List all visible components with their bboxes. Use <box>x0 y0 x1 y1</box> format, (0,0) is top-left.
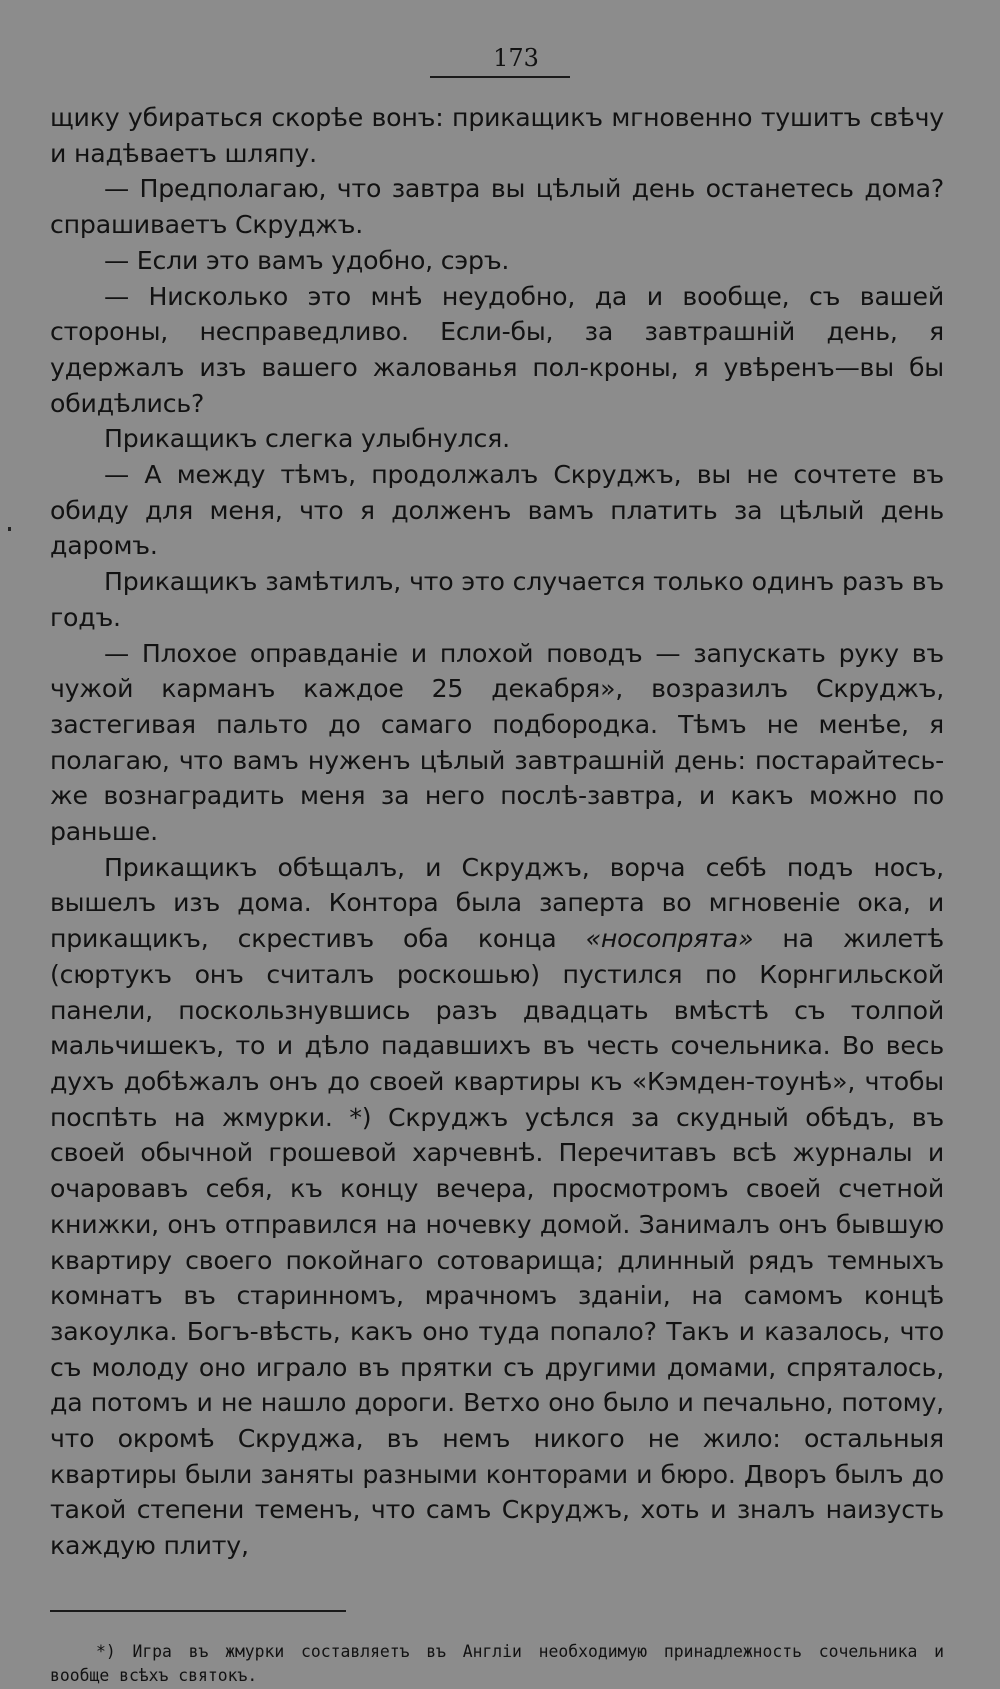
paragraph-9 <box>50 850 944 1564</box>
body-text <box>50 100 944 1564</box>
paragraph-6: — А между тѣмъ, продолжалъ Скруджъ, вы не сочтете въ обиду для меня, что я долженъ вамъ платить за цѣлый день даромъ. <box>50 460 944 561</box>
paragraph-8: — Плохое оправданіе и плохой поводъ — запускать руку въ чужой карманъ каждое 25 декабря», возразилъ Скруджъ, застегивая пальто до самаго подбородка. Тѣмъ не менѣе, я полагаю, что вамъ нуженъ цѣлый завтрашній день: постарайтесь-же вознаградить меня за него послѣ-завтра, и какъ можно по раньше. <box>50 638 944 847</box>
page-number: 173 <box>493 44 539 72</box>
paragraph-7: Прикащикъ замѣтилъ, что это случается только одинъ разъ въ годъ. <box>50 567 944 632</box>
paragraph-2: — Предполагаю, что завтра вы цѣлый день останетесь дома? спрашиваетъ Скруджъ. <box>50 174 944 240</box>
page-number-rule <box>430 76 570 78</box>
paragraph-9-part-1: Прикащикъ обѣщалъ, и Скруджъ, ворча себѣ подъ носъ, вышелъ изъ дома. Контора была заперта во мгновеніе ока, и прикащикъ, скрестивъ оба конца <box>50 852 944 954</box>
paragraph-9-part-2: на жилетѣ (сюртукъ онъ считалъ роскошью) пустился по Корнгильской панели, поскользнувшись разъ двадцать вмѣстѣ съ толпой мальчишекъ, то и дѣло падавшихъ въ честь сочельника. Во весь духъ добѣжалъ онъ до своей квартиры къ «Кэмден-тоунѣ», чтобы поспѣть на жмурки. *) Скруджъ усѣлся за скудный обѣдъ, въ своей обычной грошевой харчевнѣ. Перечитавъ всѣ журналы и очаровавъ себя, къ концу вечера, просмотромъ своей счетной книжки, онъ отправился на ночевку домой. Занималъ онъ бывшую квартиру своего покойнаго сотоварища; длинный рядъ темныхъ комнатъ въ старинномъ, мрачномъ зданіи, на самомъ концѣ закоулка. Богъ-вѣсть, какъ оно туда попало? Такъ и казалось, что съ молоду оно играло въ прятки съ другими домами, спряталось, да потомъ и не нашло дороги. Ветхо оно было и печально, потому, что окромѣ Скруджа, въ немъ никого не жило: остальныя квартиры были заняты разными конторами и бюро. Дворъ былъ до такой степени теменъ, что самъ Скруджъ, хоть и зналъ наизусть каждую плиту, <box>50 924 944 1561</box>
margin-speck <box>8 527 11 531</box>
book-page <box>50 42 944 1685</box>
italic-term: «носопрята» <box>585 924 754 954</box>
paragraph-3: — Если это вамъ удобно, сэръ. <box>104 245 510 275</box>
paragraph-1: щику убираться скорѣе вонъ: прикащикъ мгновенно тушитъ свѣчу и надѣваетъ шляпу. <box>50 103 944 168</box>
paragraph-4: — Нисколько это мнѣ неудобно, да и вообще, съ вашей стороны, несправедливо. Если-бы, за завтрашній день, я удержалъ изъ вашего жалованья пол-кроны, я увѣренъ—вы бы обидѣлись? <box>50 281 944 418</box>
footnote: *) Игра въ жмурки составляетъ въ Англіи необходимую принадлежность сочельника и вообще всѣхъ святокъ. <box>50 1641 944 1685</box>
footnote-rule <box>50 1610 346 1612</box>
paragraph-5: Прикащикъ слегка улыбнулся. <box>104 424 510 454</box>
